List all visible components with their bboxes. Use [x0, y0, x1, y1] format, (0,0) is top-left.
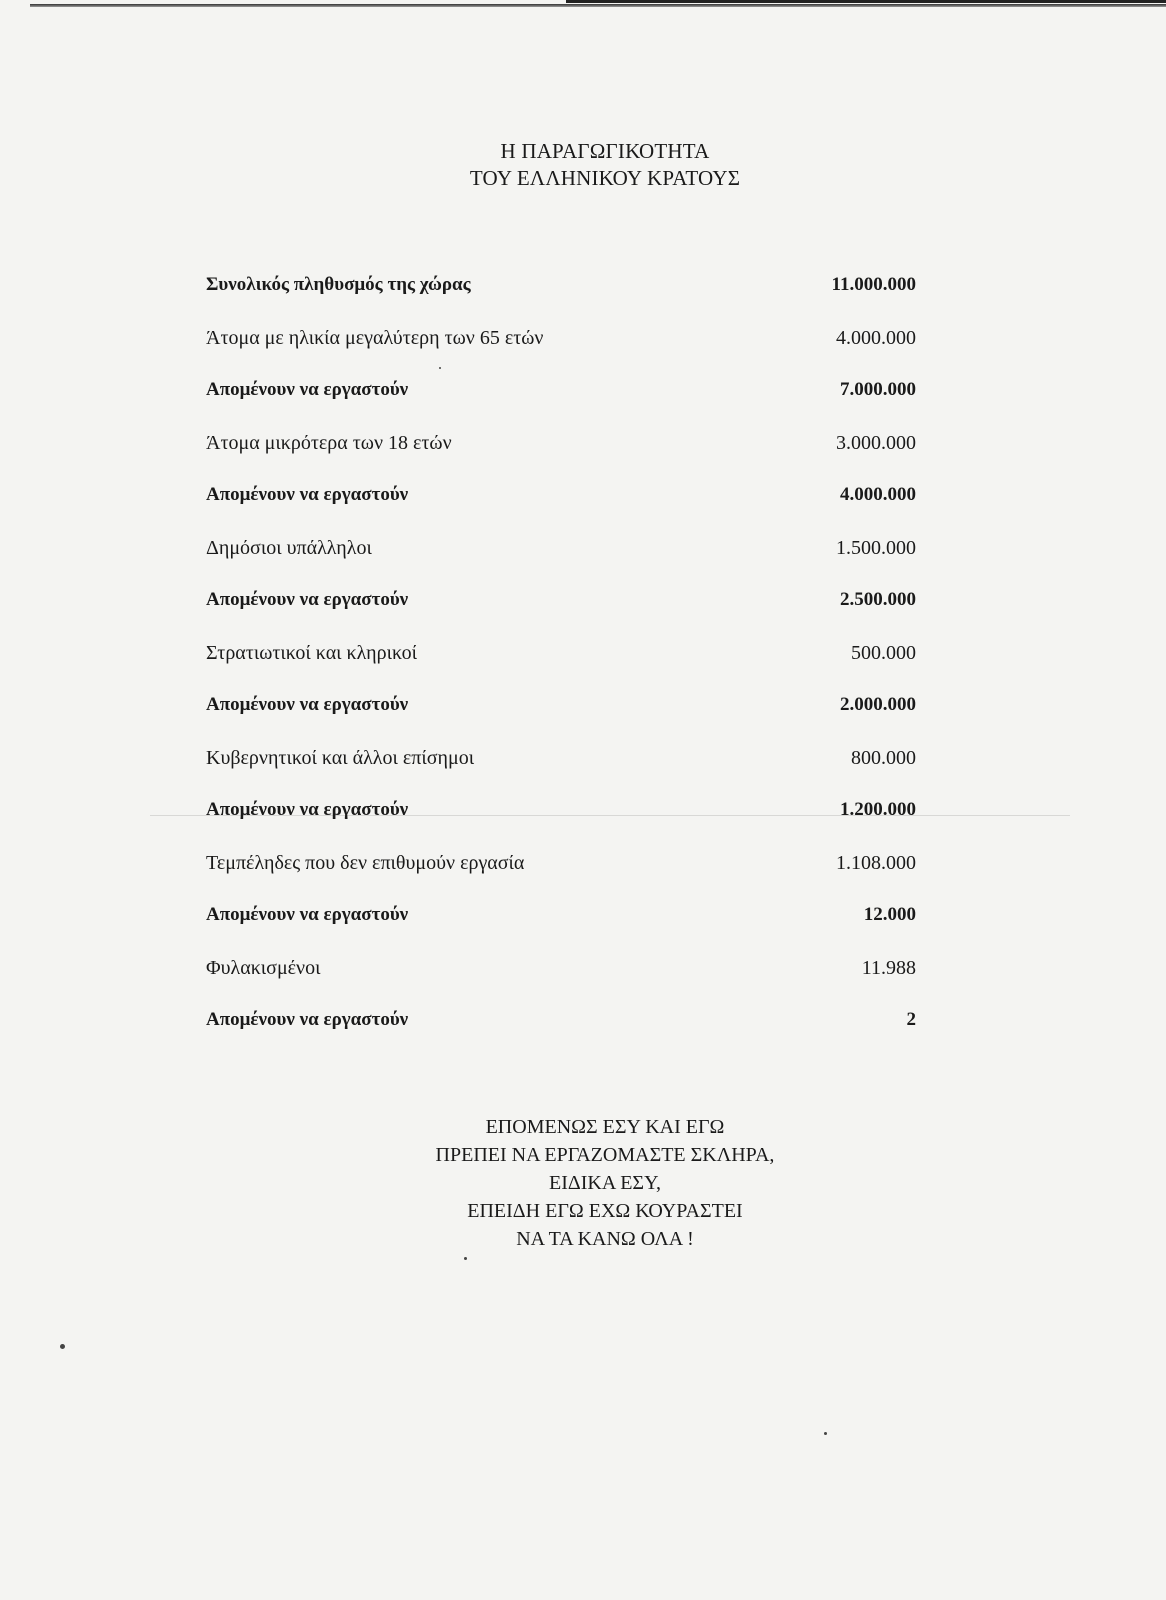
remaining-row [206, 900, 916, 953]
footer-line-5: ΝΑ ΤΑ ΚΑΝΩ ΟΛΑ ! [516, 1228, 694, 1250]
row-value: 2 [906, 1009, 916, 1030]
population-table [206, 270, 916, 1058]
remaining-row [206, 795, 916, 848]
row-label: Άτομα μικρότερα των 18 ετών [206, 431, 452, 454]
remaining-row [206, 585, 916, 638]
subtraction-row [206, 533, 916, 586]
row-value: 1.200.000 [840, 799, 916, 820]
row-label: Δημόσιοι υπάλληλοι [206, 536, 372, 559]
remaining-row [206, 1005, 916, 1058]
row-value: 500.000 [851, 641, 916, 664]
title-line-2: ΤΟΥ ΕΛΛΗΝΙΚΟΥ ΚΡΑΤΟΥΣ [469, 166, 741, 190]
footer-line-2: ΠΡΕΠΕΙ ΝΑ ΕΡΓΑΖΟΜΑΣΤΕ ΣΚΛΗΡΑ, [435, 1144, 775, 1166]
subtraction-row [206, 638, 916, 691]
row-value: 3.000.000 [836, 431, 916, 454]
row-value: 11.988 [861, 956, 916, 979]
row-value: 4.000.000 [836, 326, 916, 349]
row-value: 11.000.000 [831, 274, 916, 295]
row-value: 2.500.000 [840, 589, 916, 610]
remaining-row [206, 480, 916, 533]
closing-statement [0, 1113, 1166, 1253]
row-label: Απομένουν να εργαστούν [206, 799, 409, 820]
scan-speck [464, 1257, 467, 1260]
row-label: Φυλακισμένοι [206, 956, 321, 979]
row-value: 800.000 [851, 746, 916, 769]
scan-edge-shadow [30, 4, 1166, 7]
row-label: Απομένουν να εργαστούν [206, 694, 409, 715]
scan-edge-dark [566, 0, 1166, 3]
row-value: 7.000.000 [840, 379, 916, 400]
row-value: 12.000 [863, 904, 916, 925]
row-label: Άτομα με ηλικία μεγαλύτερη των 65 ετών [206, 326, 544, 349]
document-title [0, 138, 1166, 192]
subtraction-row [206, 743, 916, 796]
row-label: Απομένουν να εργαστούν [206, 904, 409, 925]
row-value: 4.000.000 [840, 484, 916, 505]
remaining-row [206, 690, 916, 743]
row-value: 2.000.000 [840, 694, 916, 715]
row-label: Απομένουν να εργαστούν [206, 379, 409, 400]
row-label: Στρατιωτικοί και κληρικοί [206, 641, 417, 664]
scan-speck [439, 367, 441, 369]
row-value: 1.500.000 [836, 536, 916, 559]
row-label: Απομένουν να εργαστούν [206, 1009, 409, 1030]
subtraction-row [206, 953, 916, 1006]
remaining-row [206, 270, 916, 323]
subtraction-row [206, 428, 916, 481]
title-line-1: Η ΠΑΡΑΓΩΓΙΚΟΤΗΤΑ [500, 139, 710, 163]
remaining-row [206, 375, 916, 428]
subtraction-row [206, 848, 916, 901]
scan-speck [60, 1344, 65, 1349]
footer-line-3: ΕΙΔΙΚΑ ΕΣΥ, [549, 1172, 661, 1194]
subtraction-row [206, 323, 916, 376]
row-label: Κυβερνητικοί και άλλοι επίσημοι [206, 746, 475, 769]
footer-line-1: ΕΠΟΜΕΝΩΣ ΕΣΥ ΚΑΙ ΕΓΩ [485, 1116, 725, 1138]
footer-line-4: ΕΠΕΙΔΗ ΕΓΩ ΕΧΩ ΚΟΥΡΑΣΤΕΙ [467, 1200, 743, 1222]
scan-speck [824, 1432, 827, 1435]
row-value: 1.108.000 [836, 851, 916, 874]
row-label: Απομένουν να εργαστούν [206, 589, 409, 610]
row-label: Απομένουν να εργαστούν [206, 484, 409, 505]
row-label: Συνολικός πληθυσμός της χώρας [206, 274, 471, 295]
row-label: Τεμπέληδες που δεν επιθυμούν εργασία [206, 851, 525, 874]
